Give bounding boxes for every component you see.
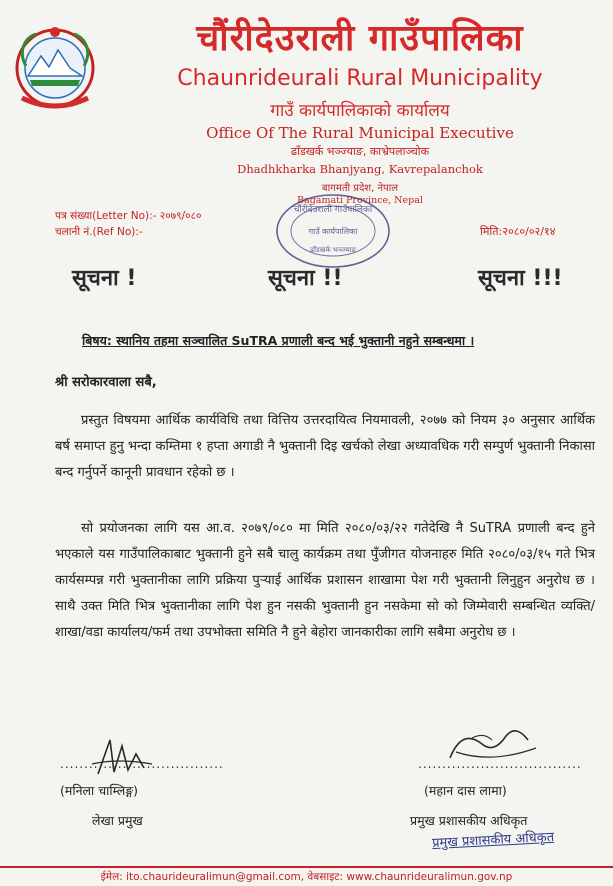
seal-text-top: चौंरीदेउराली गाउँपालिका bbox=[293, 205, 373, 215]
signature-line-left: .................................. bbox=[60, 757, 224, 771]
office-seal-icon bbox=[268, 190, 398, 272]
province-np: बागमती प्रदेश, नेपाल bbox=[321, 183, 399, 194]
address-en: Dhadhkharka Bhanjyang, Kavrepalanchok bbox=[237, 162, 483, 176]
address-np: ढाँडखर्क भञ्ज्याङ, काभ्रेपलाञ्चोक bbox=[290, 145, 430, 158]
signatory-role-right: प्रमुख प्रशासकीय अधिकृत bbox=[410, 813, 528, 828]
letter-number: पत्र संख्या(Letter No):- २०७९/०८० bbox=[55, 210, 202, 222]
office-title-np: गाउँ कार्यपालिकाको कार्यालय bbox=[270, 101, 450, 121]
footer-divider bbox=[0, 866, 613, 868]
ref-number: चलानी नं.(Ref No):- bbox=[55, 226, 143, 238]
notice-heading-center: सूचना !! bbox=[268, 266, 343, 291]
salutation: श्री सरोकारवाला सबै, bbox=[55, 375, 157, 390]
footer-contact: ईमेल: ito.chaurideuralimun@gmail.com, वेबसाइट: www.chaunrideuralimun.gov.np bbox=[100, 871, 513, 883]
signatory-name-right: (महान दास लामा) bbox=[424, 783, 507, 798]
nepal-emblem-icon bbox=[8, 22, 102, 114]
signatory-name-left: (मनिला चाम्लिङ्ग) bbox=[60, 783, 139, 798]
seal-text-mid: गाउँ कार्यपालिका bbox=[308, 227, 358, 236]
subject-line: बिषय: स्थानिय तहमा सञ्चालित SuTRA प्रणाली बन्द भई भुक्तानी नहुने सम्बन्धमा । bbox=[82, 333, 475, 348]
signature-line-right: .................................. bbox=[418, 757, 582, 771]
seal-text-bottom: ढाँडखर्क भञ्ज्याङ bbox=[310, 246, 356, 254]
letter-date: मिति:२०८०/०२/१४ bbox=[480, 225, 556, 238]
body-paragraph: सो प्रयोजनका लागि यस आ.व. २०७९/०८० मा मिति २०८०/०३/२२ गतेदेखि नै SuTRA प्रणाली बन्द हुने भएकाले यस गाउँपालिकाबाट भुक्तानी हुने सबै चालु कार्यक्रम तथा पुँजीगत योजनाहरु मिति २०८०/०३/१५ गते भित्र कार्यसम्पन्न गरी भुक्तानीका लागि प्रक्रिया पुऱ्याई आर्थिक प्रशासन शाखामा पेश गरी भुक्तानी लिनुहुन अनुरोध छ । साथै उक्त मिति भित्र भुक्तानीका लागि पेश हुन नसकी भुक्तानी हुन नसकेमा सो को जिम्मेवारी सम्बन्धित व्यक्ति/शाखा/वडा कार्यालय/फर्म तथा उपभोक्ता समिति नै हुने बेहोरा जानकारीका लागि सबैमा अनुरोध छ । bbox=[55, 521, 595, 640]
body-paragraph: प्रस्तुत विषयमा आर्थिक कार्यविधि तथा वित्तिय उत्तरदायित्व नियमावली, २०७७ को नियम ३० अनुसार आर्थिक बर्ष समाप्त हुनु भन्दा कम्तिमा १ हप्ता अगाडी नै भुक्तानी दिइ खर्चको लेखा अध्यावधिक गरी सम्पुर्ण भुक्तानी निकासा बन्द गर्नुपर्ने कानूनी प्रावधान रहेको छ । bbox=[55, 413, 595, 480]
signatory-role-left: लेखा प्रमुख bbox=[92, 813, 143, 828]
notice-heading-left: सूचना ! bbox=[72, 266, 137, 291]
province-en: Bagamati Province, Nepal bbox=[297, 195, 423, 206]
notice-heading-right: सूचना !!! bbox=[478, 266, 563, 291]
office-title-en: Office Of The Rural Municipal Executive bbox=[206, 124, 514, 142]
municipality-title-np: चौंरीदेउराली गाउँपालिका bbox=[196, 18, 524, 59]
municipality-title-en: Chaunrideurali Rural Municipality bbox=[177, 66, 543, 91]
designation-stamp: प्रमुख प्रशासकीय अधिकृत bbox=[431, 829, 555, 852]
